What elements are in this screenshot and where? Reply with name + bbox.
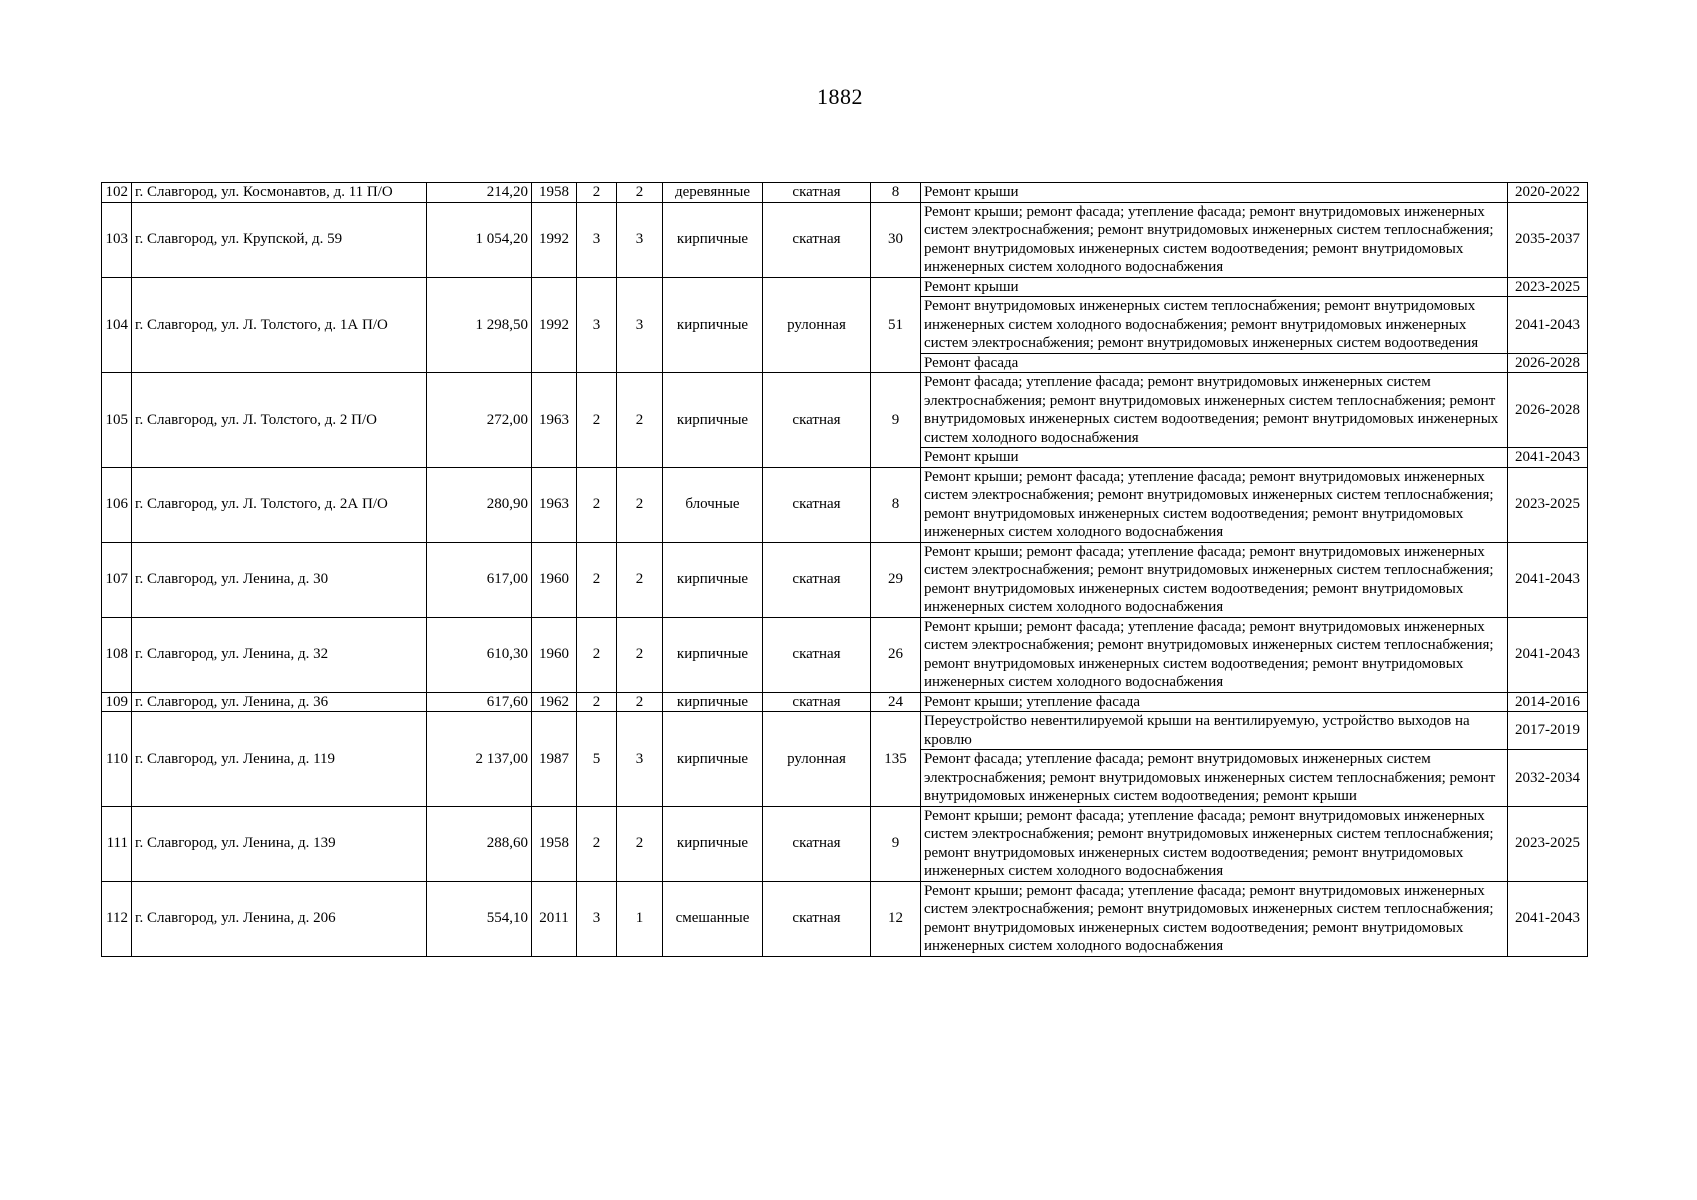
roof-type-cell: рулонная bbox=[763, 277, 871, 373]
floors-cell: 5 bbox=[577, 712, 617, 807]
address-cell: г. Славгород, ул. Л. Толстого, д. 2А П/О bbox=[132, 467, 427, 542]
work-period-cell: 2032-2034 bbox=[1508, 750, 1588, 807]
area-cell: 617,60 bbox=[427, 692, 532, 712]
work-period-cell: 2041-2043 bbox=[1508, 542, 1588, 617]
row-number: 109 bbox=[102, 692, 132, 712]
address-cell: г. Славгород, ул. Ленина, д. 32 bbox=[132, 617, 427, 692]
work-period-cell: 2023-2025 bbox=[1508, 806, 1588, 881]
floors-cell: 2 bbox=[577, 183, 617, 203]
table-row bbox=[102, 183, 1588, 203]
area-cell: 610,30 bbox=[427, 617, 532, 692]
area-cell: 288,60 bbox=[427, 806, 532, 881]
roof-type-cell: скатная bbox=[763, 467, 871, 542]
address-cell: г. Славгород, ул. Ленина, д. 139 bbox=[132, 806, 427, 881]
row-number: 102 bbox=[102, 183, 132, 203]
work-period-cell: 2014-2016 bbox=[1508, 692, 1588, 712]
roof-type-cell: рулонная bbox=[763, 712, 871, 807]
address-cell: г. Славгород, ул. Ленина, д. 119 bbox=[132, 712, 427, 807]
table-row bbox=[102, 692, 1588, 712]
roof-type-cell: скатная bbox=[763, 806, 871, 881]
work-description-cell: Ремонт фасада; утепление фасада; ремонт внутридомовых инженерных систем электроснабжения; ремонт внутридомовых инженерных систем теплоснабжения; ремонт внутридомовых инженерных систем водоотведения; ремонт внутридомовых инженерных систем холодного водоснабжения bbox=[921, 373, 1508, 448]
address-cell: г. Славгород, ул. Ленина, д. 30 bbox=[132, 542, 427, 617]
work-period-cell: 2041-2043 bbox=[1508, 617, 1588, 692]
work-description-cell: Переустройство невентилируемой крыши на вентилируемую, устройство выходов на кровлю bbox=[921, 712, 1508, 750]
row-number: 105 bbox=[102, 373, 132, 468]
walls-material-cell: кирпичные bbox=[663, 692, 763, 712]
entrances-cell: 2 bbox=[617, 617, 663, 692]
work-description-cell: Ремонт крыши; ремонт фасада; утепление фасада; ремонт внутридомовых инженерных систем электроснабжения; ремонт внутридомовых инженерных систем теплоснабжения; ремонт внутридомовых инженерных систем водоотведения; ремонт внутридомовых инженерных систем холодного водоснабжения bbox=[921, 881, 1508, 956]
residents-cell: 9 bbox=[871, 806, 921, 881]
roof-type-cell: скатная bbox=[763, 881, 871, 956]
year-cell: 1960 bbox=[532, 617, 577, 692]
entrances-cell: 3 bbox=[617, 277, 663, 373]
roof-type-cell: скатная bbox=[763, 617, 871, 692]
table-row bbox=[102, 277, 1588, 297]
work-period-cell: 2041-2043 bbox=[1508, 448, 1588, 468]
row-number: 106 bbox=[102, 467, 132, 542]
page-number: 1882 bbox=[817, 84, 863, 109]
work-description-cell: Ремонт крыши; ремонт фасада; утепление фасада; ремонт внутридомовых инженерных систем электроснабжения; ремонт внутридомовых инженерных систем теплоснабжения; ремонт внутридомовых инженерных систем водоотведения; ремонт внутридомовых инженерных систем холодного водоснабжения bbox=[921, 617, 1508, 692]
table-body bbox=[102, 183, 1588, 957]
year-cell: 1963 bbox=[532, 373, 577, 468]
entrances-cell: 2 bbox=[617, 542, 663, 617]
area-cell: 280,90 bbox=[427, 467, 532, 542]
walls-material-cell: смешанные bbox=[663, 881, 763, 956]
table-row bbox=[102, 542, 1588, 617]
address-cell: г. Славгород, ул. Ленина, д. 36 bbox=[132, 692, 427, 712]
work-description-cell: Ремонт крыши; ремонт фасада; утепление фасада; ремонт внутридомовых инженерных систем электроснабжения; ремонт внутридомовых инженерных систем теплоснабжения; ремонт внутридомовых инженерных систем водоотведения; ремонт внутридомовых инженерных систем холодного водоснабжения bbox=[921, 467, 1508, 542]
row-number: 108 bbox=[102, 617, 132, 692]
work-period-cell: 2026-2028 bbox=[1508, 353, 1588, 373]
work-period-cell: 2041-2043 bbox=[1508, 297, 1588, 354]
roof-type-cell: скатная bbox=[763, 183, 871, 203]
walls-material-cell: блочные bbox=[663, 467, 763, 542]
work-description-cell: Ремонт крыши bbox=[921, 183, 1508, 203]
work-period-cell: 2020-2022 bbox=[1508, 183, 1588, 203]
walls-material-cell: кирпичные bbox=[663, 806, 763, 881]
entrances-cell: 2 bbox=[617, 183, 663, 203]
floors-cell: 2 bbox=[577, 467, 617, 542]
residents-cell: 8 bbox=[871, 467, 921, 542]
area-cell: 1 054,20 bbox=[427, 202, 532, 277]
floors-cell: 2 bbox=[577, 617, 617, 692]
roof-type-cell: скатная bbox=[763, 692, 871, 712]
floors-cell: 3 bbox=[577, 202, 617, 277]
work-description-cell: Ремонт крыши bbox=[921, 448, 1508, 468]
work-description-cell: Ремонт внутридомовых инженерных систем теплоснабжения; ремонт внутридомовых инженерных систем холодного водоснабжения; ремонт внутридомовых инженерных систем электроснабжения; ремонт внутридомовых инженерных систем водоотведения bbox=[921, 297, 1508, 354]
walls-material-cell: деревянные bbox=[663, 183, 763, 203]
year-cell: 1963 bbox=[532, 467, 577, 542]
row-number: 112 bbox=[102, 881, 132, 956]
address-cell: г. Славгород, ул. Ленина, д. 206 bbox=[132, 881, 427, 956]
work-period-cell: 2023-2025 bbox=[1508, 277, 1588, 297]
entrances-cell: 2 bbox=[617, 373, 663, 468]
entrances-cell: 1 bbox=[617, 881, 663, 956]
walls-material-cell: кирпичные bbox=[663, 617, 763, 692]
work-period-cell: 2017-2019 bbox=[1508, 712, 1588, 750]
residents-cell: 24 bbox=[871, 692, 921, 712]
area-cell: 554,10 bbox=[427, 881, 532, 956]
work-description-cell: Ремонт крыши; ремонт фасада; утепление фасада; ремонт внутридомовых инженерных систем электроснабжения; ремонт внутридомовых инженерных систем теплоснабжения; ремонт внутридомовых инженерных систем водоотведения; ремонт внутридомовых инженерных систем холодного водоснабжения bbox=[921, 806, 1508, 881]
year-cell: 1987 bbox=[532, 712, 577, 807]
year-cell: 1992 bbox=[532, 277, 577, 373]
roof-type-cell: скатная bbox=[763, 542, 871, 617]
work-period-cell: 2023-2025 bbox=[1508, 467, 1588, 542]
floors-cell: 3 bbox=[577, 277, 617, 373]
entrances-cell: 2 bbox=[617, 467, 663, 542]
floors-cell: 2 bbox=[577, 542, 617, 617]
walls-material-cell: кирпичные bbox=[663, 277, 763, 373]
table-row bbox=[102, 617, 1588, 692]
entrances-cell: 3 bbox=[617, 712, 663, 807]
row-number: 111 bbox=[102, 806, 132, 881]
table-row bbox=[102, 806, 1588, 881]
table-row bbox=[102, 202, 1588, 277]
row-number: 110 bbox=[102, 712, 132, 807]
residents-cell: 30 bbox=[871, 202, 921, 277]
residents-cell: 9 bbox=[871, 373, 921, 468]
walls-material-cell: кирпичные bbox=[663, 373, 763, 468]
walls-material-cell: кирпичные bbox=[663, 542, 763, 617]
area-cell: 214,20 bbox=[427, 183, 532, 203]
area-cell: 617,00 bbox=[427, 542, 532, 617]
address-cell: г. Славгород, ул. Крупской, д. 59 bbox=[132, 202, 427, 277]
floors-cell: 3 bbox=[577, 881, 617, 956]
table-row bbox=[102, 712, 1588, 750]
work-description-cell: Ремонт крыши; утепление фасада bbox=[921, 692, 1508, 712]
work-period-cell: 2041-2043 bbox=[1508, 881, 1588, 956]
address-cell: г. Славгород, ул. Л. Толстого, д. 2 П/О bbox=[132, 373, 427, 468]
work-period-cell: 2035-2037 bbox=[1508, 202, 1588, 277]
address-cell: г. Славгород, ул. Л. Толстого, д. 1А П/О bbox=[132, 277, 427, 373]
row-number: 104 bbox=[102, 277, 132, 373]
entrances-cell: 2 bbox=[617, 806, 663, 881]
year-cell: 2011 bbox=[532, 881, 577, 956]
area-cell: 1 298,50 bbox=[427, 277, 532, 373]
entrances-cell: 3 bbox=[617, 202, 663, 277]
residents-cell: 8 bbox=[871, 183, 921, 203]
entrances-cell: 2 bbox=[617, 692, 663, 712]
work-description-cell: Ремонт фасада bbox=[921, 353, 1508, 373]
table-row bbox=[102, 881, 1588, 956]
walls-material-cell: кирпичные bbox=[663, 712, 763, 807]
floors-cell: 2 bbox=[577, 806, 617, 881]
table-row bbox=[102, 467, 1588, 542]
work-description-cell: Ремонт крыши bbox=[921, 277, 1508, 297]
year-cell: 1960 bbox=[532, 542, 577, 617]
work-description-cell: Ремонт крыши; ремонт фасада; утепление фасада; ремонт внутридомовых инженерных систем электроснабжения; ремонт внутридомовых инженерных систем теплоснабжения; ремонт внутридомовых инженерных систем водоотведения; ремонт внутридомовых инженерных систем холодного водоснабжения bbox=[921, 202, 1508, 277]
roof-type-cell: скатная bbox=[763, 373, 871, 468]
year-cell: 1992 bbox=[532, 202, 577, 277]
residents-cell: 12 bbox=[871, 881, 921, 956]
area-cell: 2 137,00 bbox=[427, 712, 532, 807]
residents-cell: 135 bbox=[871, 712, 921, 807]
floors-cell: 2 bbox=[577, 692, 617, 712]
roof-type-cell: скатная bbox=[763, 202, 871, 277]
area-cell: 272,00 bbox=[427, 373, 532, 468]
table-row bbox=[102, 373, 1588, 448]
year-cell: 1958 bbox=[532, 183, 577, 203]
floors-cell: 2 bbox=[577, 373, 617, 468]
address-cell: г. Славгород, ул. Космонавтов, д. 11 П/О bbox=[132, 183, 427, 203]
work-period-cell: 2026-2028 bbox=[1508, 373, 1588, 448]
row-number: 103 bbox=[102, 202, 132, 277]
residents-cell: 29 bbox=[871, 542, 921, 617]
year-cell: 1962 bbox=[532, 692, 577, 712]
work-description-cell: Ремонт крыши; ремонт фасада; утепление фасада; ремонт внутридомовых инженерных систем электроснабжения; ремонт внутридомовых инженерных систем теплоснабжения; ремонт внутридомовых инженерных систем водоотведения; ремонт внутридомовых инженерных систем холодного водоснабжения bbox=[921, 542, 1508, 617]
residents-cell: 26 bbox=[871, 617, 921, 692]
work-description-cell: Ремонт фасада; утепление фасада; ремонт внутридомовых инженерных систем электроснабжения; ремонт внутридомовых инженерных систем теплоснабжения; ремонт внутридомовых инженерных систем водоотведения; ремонт крыши bbox=[921, 750, 1508, 807]
housing-register-table bbox=[101, 182, 1588, 957]
residents-cell: 51 bbox=[871, 277, 921, 373]
year-cell: 1958 bbox=[532, 806, 577, 881]
row-number: 107 bbox=[102, 542, 132, 617]
walls-material-cell: кирпичные bbox=[663, 202, 763, 277]
